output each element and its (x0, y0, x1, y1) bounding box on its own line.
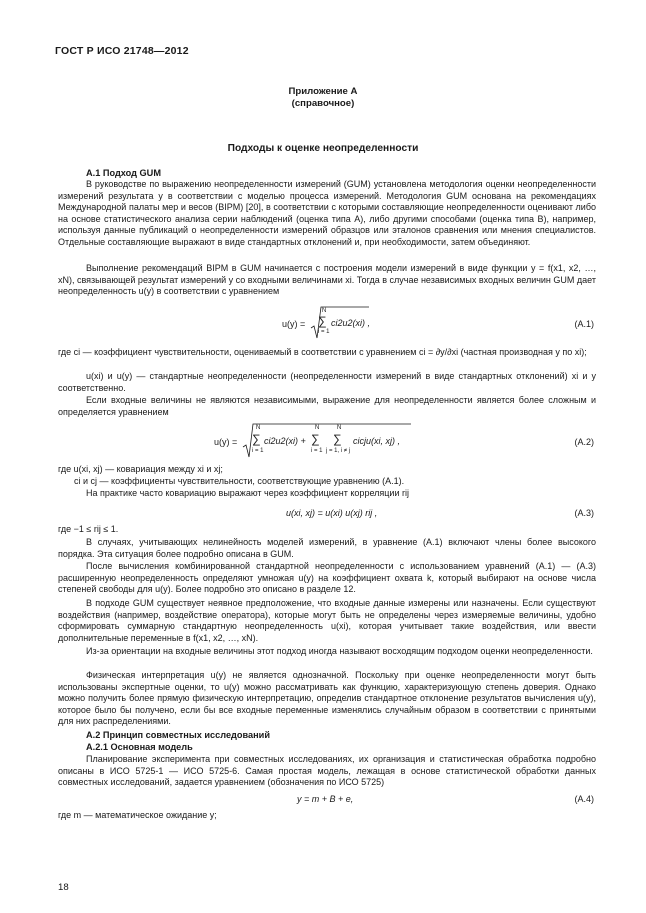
paragraph-bottom-up: Из-за ориентации на входные величины этот подход иногда называют восходящим подходом оценки неопределенности. (86, 646, 593, 656)
eq2-sum3-upper: N (337, 425, 342, 431)
equation-a3: u(xi, xj) = u(xi) u(xj) rij , (286, 508, 378, 518)
paragraph-where-ci: где ci — коэффициент чувствительности, оцениваемый в соответствии с уравнением ci = ∂y/∂xi (частная производная y по xi); (58, 347, 587, 357)
eq1-sum-lower: i = 1 (318, 329, 330, 335)
eq1-sum-upper: N (322, 308, 327, 314)
eq2-middle: ci2u2(xi) + (264, 436, 306, 446)
eq4-number: (A.4) (574, 794, 594, 804)
paragraph-standard-uncertainty: u(xi) и u(y) — стандартные неопределенности (неопределенности измерений в виде стандартных отклонений) xi и y соответственно. (58, 371, 596, 393)
paragraph-gum-intro: В руководстве по выражению неопределенности измерений (GUM) установлена методология оценки неопределенности измерений результата y в соответствии с моделью процесса измерений. Методология GUM основана на рекомендациях Международной палаты мер и весов (BIPM) [20], в соответствии с которыми составляющие неопределенности оценивают либо на основе статистического анализа серии наблюдений (оценка типа A), либо другими способами (оценка типа B), например, используя данные публикаций о неопределенности измерений образцов или эталонов сравнения или мнения специалистов. Отдельные составляющие выражают в виде стандартных отклонений и, при необходимости, затем объединяют. (58, 179, 596, 247)
paragraph-nonlinear: В случаях, учитывающих нелинейность моделей измерений, в уравнение (A.1) включают члены более высокого порядка. Эта ситуация более подробно описана в GUM. (58, 537, 596, 559)
eq2-sum1-symbol: ∑ (252, 432, 261, 446)
eq1-sum-symbol: ∑ (318, 314, 327, 328)
eq2-sum1-upper: N (256, 425, 261, 431)
eq2-body: cicju(xi, xj) , (353, 436, 400, 446)
main-title: Подходы к оценке неопределенности (227, 143, 419, 154)
paragraph-where-m: где m — математическое ожидание y; (58, 810, 217, 820)
eq2-sum3-lower: j = 1, i ≠ j (326, 448, 351, 454)
eq2-sum2-symbol: ∑ (311, 432, 320, 446)
paragraph-physical-interpretation: Физическая интерпретация u(y) не является однозначной. Поскольку при оценке неопределенности могут быть использованы экспертные оценки, то u(y) можно рассматривать как функцию, характеризующую степень доверия. Однако можно получить более прямую физическую интерпретацию, определив стандартное отклонение результатов вычисления u(y), которое было бы получено, если бы все входные переменные изменялись случайным образом в соответствии с принятыми для них распределениями. (58, 670, 596, 727)
document-header: ГОСТ Р ИСО 21748—2012 (55, 45, 189, 57)
eq1-number: (A.1) (574, 319, 594, 329)
eq2-lhs: u(y) = (214, 437, 238, 447)
section-a2-heading: А.2 Принцип совместных исследований (86, 730, 270, 740)
paragraph-correlation: На практике часто ковариацию выражают через коэффициент корреляции rij (86, 488, 409, 498)
paragraph-covariance: где u(xi, xj) — ковариация между xi и xj; (58, 464, 223, 474)
paragraph-correlation-range: где −1 ≤ rij ≤ 1. (58, 524, 119, 534)
paragraph-collaborative-studies: Планирование эксперимента при совместных исследованиях, их организация и статистическая обработка подробно описаны в ИСО 5725-1 — ИСО 5725-6. Самая простая модель, лежащая в основе статистической обработки данных совместных исследований, задается уравнением (обозначения по ИСО 5725) (58, 754, 596, 788)
appendix-title: Приложение А (288, 86, 358, 97)
appendix-subtitle: (справочное) (291, 98, 355, 109)
eq1-body: ci2u2(xi) , (331, 318, 371, 328)
paragraph-model-function: Выполнение рекомендаций BIPM в GUM начинается с построения модели измерений в виде функции y = f(x1, x2, …, xN), связывающей результат измерений y со входными величинами xi. Тогда в случае независимых входных величин GUM дает неопределенность u(y) в соответствии с уравнением (58, 263, 596, 297)
section-a1-heading: А.1 Подход GUM (86, 168, 161, 178)
eq3-number: (A.3) (574, 508, 594, 518)
paragraph-implicit-assumption: В подходе GUM существует неявное предположение, что входные данные измерены или назначены. Если существуют воздействия (например, воздействие оператора), которые могут быть не определены через измеряемые величины, удобно сформировать суммарную стандартную неопределенность u(xi), которая учитывает такие воздействия, или ввести дополнительные переменные в f(x1, x2, …, xN). (58, 598, 596, 643)
paragraph-dependent-inputs: Если входные величины не являются независимыми, выражение для неопределенности является более сложным и определяется уравнением (58, 395, 596, 417)
section-a21-heading: А.2.1 Основная модель (86, 742, 193, 752)
paragraph-expanded-uncertainty: После вычисления комбинированной стандартной неопределенности с использованием уравнений (A.1) — (A.3) расширенную неопределенность определяют умножая u(y) на коэффициент охвата k, который выбирают на основе числа степеней свободы для u(y). Более подробно это описано в разделе 12. (58, 561, 596, 595)
eq2-number: (A.2) (574, 437, 594, 447)
equation-a4: y = m + B + e, (297, 794, 354, 804)
eq2-sum2-upper: N (315, 425, 320, 431)
eq2-sum3-symbol: ∑ (333, 432, 342, 446)
paragraph-sensitivity-coeffs: ci и cj — коэффициенты чувствительности, соответствующие уравнению (A.1). (74, 476, 405, 486)
eq2-sum1-lower: i = 1 (252, 448, 264, 454)
page-number: 18 (58, 882, 69, 893)
eq1-lhs: u(y) = (282, 319, 306, 329)
eq2-sum2-lower: i = 1 (311, 448, 323, 454)
